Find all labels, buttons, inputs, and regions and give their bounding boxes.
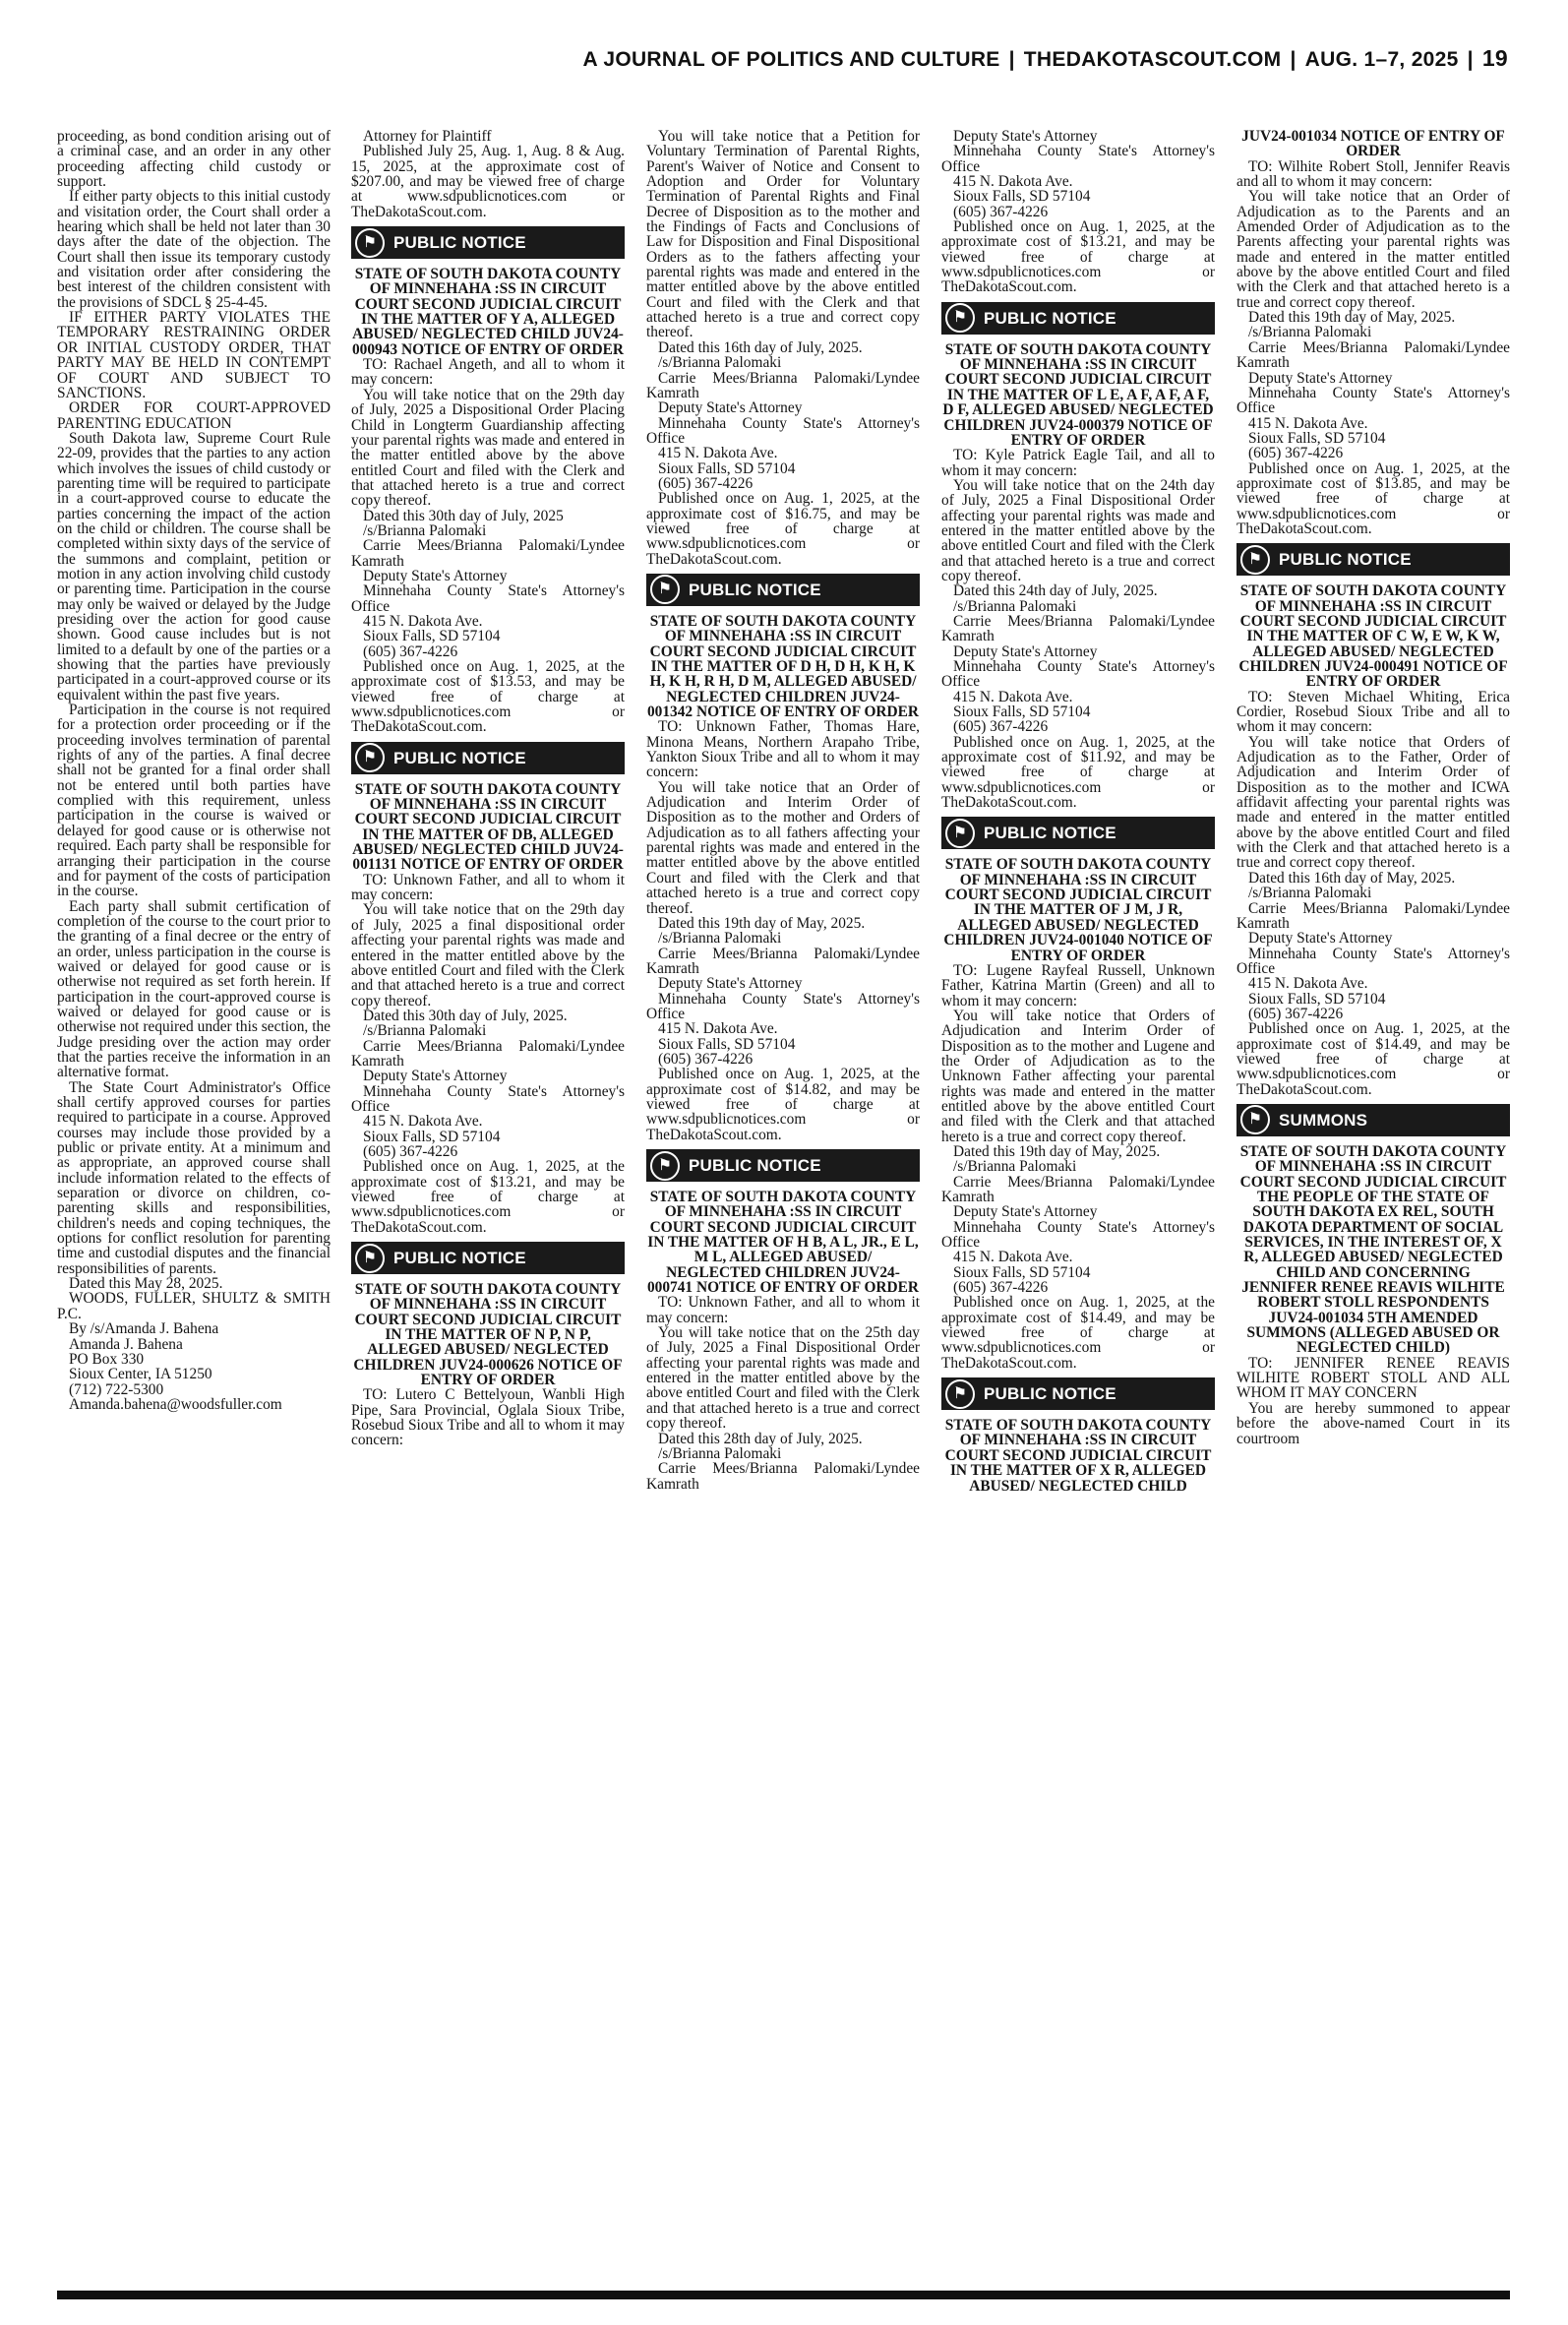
notice-paragraph: 415 N. Dakota Ave. <box>363 612 483 630</box>
notice-paragraph: TO: JENNIFER RENEE REAVIS WILHITE ROBERT STOLL AND ALL WHOM IT MAY CONCERN <box>1236 1354 1510 1402</box>
notice-paragraph: Dated this 19th day of May, 2025. <box>953 1142 1161 1160</box>
notice-paragraph: Sioux Falls, SD 57104 <box>953 188 1091 206</box>
notice-paragraph: TO: Unknown Father, and all to whom it may concern: <box>351 871 625 904</box>
notice-paragraph: Amanda J. Bahena <box>69 1335 183 1353</box>
header-separator: | <box>1467 48 1474 71</box>
notice-section-header <box>941 302 1215 335</box>
notice-section-label: PUBLIC NOTICE <box>689 1155 821 1175</box>
issue-dates: AUG. 1–7, 2025 <box>1304 48 1459 71</box>
notice-paragraph: Sioux Center, IA 51250 <box>69 1366 212 1383</box>
notice-paragraph: IF EITHER PARTY VIOLATES THE TEMPORARY RESTRAINING ORDER OR INITIAL CUSTODY ORDER, THAT PARTY MAY BE HELD IN CONTEMPT OF COURT AND SUBJECT TO SANCTIONS. <box>57 309 331 401</box>
notice-paragraph: You will take notice that an Order of Adjudication as to the Parents and an Amended Order of Adjudication as to the Parents affecting your parental rights was made and entered in the matter entitled above by the above entitled Court and filed with the Clerk and that attached hereto is a true and correct copy thereof. <box>1236 188 1510 311</box>
notice-section-header <box>351 1242 625 1274</box>
notice-paragraph: Carrie Mees/Brianna Palomaki/Lyndee Kamrath <box>1236 338 1510 372</box>
notice-paragraph: (605) 367-4226 <box>363 642 458 660</box>
notice-columns <box>57 129 1510 2289</box>
notice-section-label: SUMMONS <box>1279 1110 1368 1130</box>
site-name: THEDAKOTASCOUT.COM <box>1023 48 1282 71</box>
notice-logo-icon: ⚑ <box>355 228 385 258</box>
notice-paragraph: 415 N. Dakota Ave. <box>953 1249 1073 1266</box>
notice-paragraph: Dated this 19th day of May, 2025. <box>1248 309 1456 327</box>
notice-paragraph: TO: Lutero C Bettelyoun, Wanbli High Pipe, Sara Provincial, Oglala Sioux Tribe, Rosebud Sioux Tribe and all to whom it may concern: <box>351 1386 625 1449</box>
notice-paragraph: TO: Kyle Patrick Eagle Tail, and all to whom it may concern: <box>941 447 1215 479</box>
notice-paragraph: (605) 367-4226 <box>953 718 1049 736</box>
notice-paragraph: Dated this 30th day of July, 2025. <box>363 1007 568 1024</box>
notice-paragraph: Deputy State's Attorney <box>953 129 1098 145</box>
notice-paragraph: Published once on Aug. 1, 2025, at the approximate cost of $14.82, and may be viewed free of charge at www.sdpublicnotices.com or TheDakotaScout.com. <box>646 1066 920 1143</box>
notice-paragraph: (605) 367-4226 <box>1248 445 1344 462</box>
notice-paragraph: You will take notice that on the 24th day of July, 2025 a Final Dispositional Order affecting your parental rights was made and entered in the matter entitled above by the above entitled Court and filed with the Clerk and that attached hereto is a true and correct copy thereof. <box>941 476 1215 584</box>
notice-paragraph: Minnehaha County State's Attorney's Office <box>1236 384 1510 417</box>
notice-paragraph: You will take notice that an Order of Adjudication and Interim Order of Disposition as to the mother and Orders of Adjudication as to all fathers affecting your parental rights was made and entered in the matter entitled above by the above entitled Court and filed with the Clerk and that attached hereto is a true and correct copy thereof. <box>646 778 920 917</box>
notice-paragraph: Published once on Aug. 1, 2025, at the approximate cost of $13.21, and may be viewed free of charge at www.sdpublicnotices.com or TheDakotaScout.com. <box>941 218 1215 296</box>
notice-paragraph: Dated this May 28, 2025. <box>69 1275 223 1293</box>
column-1 <box>57 129 331 2289</box>
notice-paragraph: Carrie Mees/Brianna Palomaki/Lyndee Kamrath <box>351 537 625 570</box>
notice-paragraph: 415 N. Dakota Ave. <box>953 688 1073 705</box>
notice-paragraph: Dated this 28th day of July, 2025. <box>658 1430 863 1447</box>
notice-caption: STATE OF SOUTH DAKOTA COUNTY OF MINNEHAHA :SS IN CIRCUIT COURT SECOND JUDICIAL CIRCUIT IN THE MATTER OF DB, ALLEGED ABUSED/ NEGLECTED CHILD JUV24-001131 NOTICE OF ENTRY OF ORDER <box>352 780 624 874</box>
notice-paragraph: /s/Brianna Palomaki <box>658 1444 782 1462</box>
notice-paragraph: Dated this 30th day of July, 2025 <box>363 507 564 524</box>
notice-logo-icon: ⚑ <box>945 1379 975 1409</box>
column-2 <box>351 129 625 2289</box>
notice-paragraph: /s/Brianna Palomaki <box>363 1022 487 1040</box>
header-separator: | <box>1290 48 1297 71</box>
notice-section-header <box>351 226 625 259</box>
notice-paragraph: Deputy State's Attorney <box>953 642 1098 660</box>
notice-paragraph: You are hereby summoned to appear before the above-named Court in its courtroom <box>1236 1399 1510 1447</box>
notice-paragraph: (605) 367-4226 <box>658 474 754 492</box>
notice-paragraph: South Dakota law, Supreme Court Rule 22-09, provides that the parties to any action which involves the issues of child custody or parenting time will be required to participate in a court-approved course to educate the parties concerning the impact of the action on the child or children. The course shall be completed within sixty days of the service of the summons and complaint, petition or motion in any action involving child custody or parenting time. Participation in the course may only be waived or delayed by the Judge presiding over the action for good cause shown. Good cause includes but is not limited to a default by one of the parties or a showing that the parties have previously participated in a court-approved course or its equivalent within the past five years. <box>57 429 331 704</box>
notice-paragraph: Minnehaha County State's Attorney's Office <box>351 582 625 615</box>
notice-paragraph: Dated this 16th day of July, 2025. <box>658 338 863 356</box>
notice-paragraph: Published once on Aug. 1, 2025, at the approximate cost of $16.75, and may be viewed free of charge at www.sdpublicnotices.com or TheDakotaScout.com. <box>646 490 920 568</box>
notice-paragraph: You will take notice that a Petition for Voluntary Termination of Parental Rights, Parent's Waiver of Notice and Consent to Adoption and Order for Voluntary Termination of Parental Rights and Final Decree of Disposition as to the mother and the Findings of Facts and Conclusions of Law for Disposition and Final Dispositional Orders as to the fathers affecting your parental rights was made and entered in the matter entitled above by the above entitled Court and filed with the Clerk and that attached hereto is a true and correct copy thereof. <box>646 129 920 341</box>
notice-section-header <box>646 1149 920 1182</box>
notice-caption: JUV24-001034 NOTICE OF ENTRY OF ORDER <box>1241 129 1505 160</box>
notice-caption: STATE OF SOUTH DAKOTA COUNTY OF MINNEHAHA :SS IN CIRCUIT COURT SECOND JUDICIAL CIRCUIT IN THE MATTER OF X R, ALLEGED ABUSED/ NEGLECTED CHILD <box>944 1417 1212 1495</box>
notice-paragraph: 415 N. Dakota Ave. <box>1248 414 1368 432</box>
notice-logo-icon: ⚑ <box>945 303 975 333</box>
notice-paragraph: 415 N. Dakota Ave. <box>658 445 778 462</box>
notice-paragraph: /s/Brianna Palomaki <box>1248 324 1372 341</box>
notice-paragraph: You will take notice that Orders of Adjudication as to the Father, Order of Adjudication and Interim Order of Disposition as to the mother and ICWA affidavit affecting your parental rights was made and entered in the matter entitled above by the above entitled Court and filed with the Clerk and that attached hereto is a true and correct copy thereof. <box>1236 733 1510 872</box>
notice-paragraph: Published July 25, Aug. 1, Aug. 8 & Aug. 15, 2025, at the approximate cost of $207.00, and may be viewed free of charge at www.sdpublicnotices.com or TheDakotaScout.com. <box>351 143 625 220</box>
notice-paragraph: Sioux Falls, SD 57104 <box>658 459 796 477</box>
column-3 <box>646 129 920 2289</box>
notice-paragraph: Carrie Mees/Brianna Palomaki/Lyndee Kamrath <box>941 1173 1215 1205</box>
page-header <box>0 45 1508 72</box>
notice-paragraph: Carrie Mees/Brianna Palomaki/Lyndee Kamrath <box>646 369 920 401</box>
notice-section-label: PUBLIC NOTICE <box>1279 550 1412 570</box>
notice-paragraph: You will take notice that Orders of Adjudication and Interim Order of Disposition as to the mother and Lugene and the Order of Adjudication as to the Unknown Father affecting your parental rights was made and entered in the matter entitled above by the above entitled Court and filed with the Clerk and that attached hereto is a true and correct copy thereof. <box>941 1007 1215 1145</box>
notice-caption: STATE OF SOUTH DAKOTA COUNTY OF MINNEHAHA :SS IN CIRCUIT COURT SECOND JUDICIAL CIRCUIT IN THE MATTER OF J M, J R, ALLEGED ABUSED/ NEGLECTED CHILDREN JUV24-001040 NOTICE OF ENTRY OF ORDER <box>943 856 1213 964</box>
notice-paragraph: Deputy State's Attorney <box>363 1068 508 1085</box>
notice-section-label: PUBLIC NOTICE <box>984 1383 1116 1403</box>
notice-logo-icon: ⚑ <box>1240 1105 1270 1134</box>
notice-paragraph: Carrie Mees/Brianna Palomaki/Lyndee Kamrath <box>646 945 920 977</box>
notice-paragraph: Minnehaha County State's Attorney's Office <box>941 658 1215 691</box>
notice-paragraph: Deputy State's Attorney <box>363 567 508 584</box>
notice-paragraph: /s/Brianna Palomaki <box>1248 885 1372 902</box>
notice-paragraph: Carrie Mees/Brianna Palomaki/Lyndee Kamrath <box>1236 899 1510 932</box>
notice-logo-icon: ⚑ <box>650 575 680 604</box>
notice-paragraph: Minnehaha County State's Attorney's Office <box>941 1218 1215 1252</box>
notice-paragraph: Minnehaha County State's Attorney's Office <box>646 990 920 1022</box>
notice-paragraph: Sioux Falls, SD 57104 <box>953 704 1091 721</box>
notice-paragraph: TO: Lugene Rayfeal Russell, Unknown Father, Katrina Martin (Green) and all to whom it may concern: <box>941 961 1215 1010</box>
header-separator: | <box>1008 48 1015 71</box>
notice-caption: STATE OF SOUTH DAKOTA COUNTY OF MINNEHAHA :SS IN CIRCUIT COURT SECOND JUDICIAL CIRCUIT IN THE MATTER OF D H, D H, K H, K H, K H, R H, D M, ALLEGED ABUSED/ NEGLECTED CHILDREN JUV24-001342 NOTICE OF ENTRY OF ORDER <box>646 612 920 721</box>
notice-section-label: PUBLIC NOTICE <box>689 580 821 599</box>
notice-paragraph: Published once on Aug. 1, 2025, at the approximate cost of $13.53, and may be viewed free of charge at www.sdpublicnotices.com or TheDakotaScout.com. <box>351 658 625 736</box>
bottom-rule <box>57 2291 1510 2299</box>
notice-paragraph: Participation in the course is not required for a protection order proceeding or if the proceeding involves termination of parental rights of any of the parties. A final decree shall not be granted for a final order shall not be entered until both parties have complied with this requirement, unless participation in the course is waived or delayed for good cause or is otherwise not required. Each party shall be responsible for arranging their participation in the course and for payment of the costs of participation in the course. <box>57 702 331 900</box>
notice-paragraph: proceeding, as bond condition arising out of a criminal case, and an order in any other proceeding affecting child custody or support. <box>57 129 331 191</box>
notice-logo-icon: ⚑ <box>355 743 385 772</box>
notice-caption: STATE OF SOUTH DAKOTA COUNTY OF MINNEHAHA :SS IN CIRCUIT COURT SECOND JUDICIAL CIRCUIT IN THE MATTER OF C W, E W, K W, ALLEGED ABUSED/ NEGLECTED CHILDREN JUV24-000491 NOTICE OF ENTRY OF ORDER <box>1238 582 1508 691</box>
notice-section-label: PUBLIC NOTICE <box>984 824 1116 843</box>
notice-paragraph: Sioux Falls, SD 57104 <box>363 628 501 645</box>
notice-caption: STATE OF SOUTH DAKOTA COUNTY OF MINNEHAHA :SS IN CIRCUIT COURT SECOND JUDICIAL CIRCUIT IN THE MATTER OF H B, A L, JR., E L, M L, ALLEGED ABUSED/ NEGLECTED CHILDREN JUV24-000741 NOTICE OF ENTRY OF ORDER <box>646 1189 920 1297</box>
notice-caption: STATE OF SOUTH DAKOTA COUNTY OF MINNEHAHA :SS IN CIRCUIT COURT SECOND JUDICIAL CIRCUIT IN THE MATTER OF N P, N P, ALLEGED ABUSED/ NEGLECTED CHILDREN JUV24-000626 NOTICE OF ENTRY OF ORDER <box>353 1281 623 1389</box>
notice-section-header <box>941 817 1215 849</box>
notice-paragraph: (605) 367-4226 <box>953 203 1049 220</box>
notice-paragraph: Carrie Mees/Brianna Palomaki/Lyndee Kamrath <box>646 1460 920 1493</box>
notice-paragraph: Amanda.bahena@woodsfuller.com <box>69 1395 282 1413</box>
notice-logo-icon: ⚑ <box>945 819 975 848</box>
notice-section-label: PUBLIC NOTICE <box>393 232 526 252</box>
notice-paragraph: (605) 367-4226 <box>363 1142 458 1160</box>
notice-paragraph: Carrie Mees/Brianna Palomaki/Lyndee Kamrath <box>941 612 1215 645</box>
notice-paragraph: Published once on Aug. 1, 2025, at the approximate cost of $13.85, and may be viewed free of charge at www.sdpublicnotices.com or TheDakotaScout.com. <box>1236 459 1510 537</box>
notice-paragraph: Deputy State's Attorney <box>1248 369 1393 387</box>
notice-paragraph: TO: Unknown Father, and all to whom it may concern: <box>646 1294 920 1326</box>
notice-logo-icon: ⚑ <box>1240 545 1270 575</box>
notice-paragraph: Attorney for Plaintiff <box>363 129 492 145</box>
notice-paragraph: Minnehaha County State's Attorney's Office <box>646 414 920 447</box>
notice-paragraph: 415 N. Dakota Ave. <box>363 1113 483 1131</box>
notice-paragraph: Dated this 16th day of May, 2025. <box>1248 869 1456 887</box>
notice-paragraph: Minnehaha County State's Attorney's Office <box>941 143 1215 175</box>
notice-paragraph: /s/Brianna Palomaki <box>953 1158 1077 1176</box>
column-4 <box>941 129 1215 2289</box>
notice-paragraph: WOODS, FULLER, SHULTZ & SMITH P.C. <box>57 1290 331 1322</box>
notice-logo-icon: ⚑ <box>355 1244 385 1273</box>
notice-paragraph: Deputy State's Attorney <box>658 975 803 993</box>
notice-paragraph: Deputy State's Attorney <box>1248 930 1393 948</box>
notice-paragraph: /s/Brianna Palomaki <box>658 930 782 948</box>
notice-paragraph: (712) 722-5300 <box>69 1380 164 1398</box>
notice-paragraph: TO: Unknown Father, Thomas Hare, Minona Means, Northern Arapaho Tribe, Yankton Sioux Tribe and all to whom it may concern: <box>646 718 920 781</box>
notice-paragraph: Sioux Falls, SD 57104 <box>363 1128 501 1145</box>
notice-paragraph: PO Box 330 <box>69 1350 145 1368</box>
notice-paragraph: Carrie Mees/Brianna Palomaki/Lyndee Kamrath <box>351 1037 625 1070</box>
page-number: 19 <box>1481 45 1508 71</box>
notice-paragraph: Published once on Aug. 1, 2025, at the approximate cost of $14.49, and may be viewed free of charge at www.sdpublicnotices.com or TheDakotaScout.com. <box>941 1294 1215 1372</box>
notice-paragraph: You will take notice that on the 29th day of July, 2025 a final dispositional order affecting your parental rights was made and entered in the matter entitled above by the above entitled Court and filed with the Clerk and that attached hereto is a true and correct copy thereof. <box>351 901 625 1010</box>
notice-caption: STATE OF SOUTH DAKOTA COUNTY OF MINNEHAHA :SS IN CIRCUIT COURT SECOND JUDICIAL CIRCUIT IN THE MATTER OF L E, A F, A F, A F, D F, ALLEGED ABUSED/ NEGLECTED CHILDREN JUV24-000379 NOTICE OF ENTRY OF ORDER <box>942 340 1214 449</box>
notice-paragraph: (605) 367-4226 <box>953 1279 1049 1297</box>
notice-paragraph: Published once on Aug. 1, 2025, at the approximate cost of $14.49, and may be viewed free of charge at www.sdpublicnotices.com or TheDakotaScout.com. <box>1236 1020 1510 1098</box>
notice-paragraph: By /s/Amanda J. Bahena <box>69 1320 219 1338</box>
column-5 <box>1236 129 1510 2289</box>
notice-paragraph: Deputy State's Attorney <box>953 1203 1098 1221</box>
notice-paragraph: Sioux Falls, SD 57104 <box>658 1035 796 1053</box>
notice-paragraph: You will take notice that on the 25th day of July, 2025 a Final Dispositional Order affecting your parental rights was made and entered in the matter entitled above by the above entitled Court and filed with the Clerk and that attached hereto is a true and correct copy thereof. <box>646 1324 920 1433</box>
notice-section-header <box>646 574 920 606</box>
notice-paragraph: Dated this 19th day of May, 2025. <box>658 914 866 932</box>
notice-paragraph: TO: Steven Michael Whiting, Erica Cordier, Rosebud Sioux Tribe and all to whom it may concern: <box>1236 688 1510 736</box>
notice-paragraph: (605) 367-4226 <box>1248 1005 1344 1022</box>
notice-logo-icon: ⚑ <box>650 1151 680 1181</box>
notice-paragraph: 415 N. Dakota Ave. <box>953 173 1073 191</box>
notice-section-label: PUBLIC NOTICE <box>984 308 1116 328</box>
notice-paragraph: Dated this 24th day of July, 2025. <box>953 582 1158 600</box>
notice-caption: STATE OF SOUTH DAKOTA COUNTY OF MINNEHAHA :SS IN CIRCUIT COURT SECOND JUDICIAL CIRCUIT IN THE MATTER OF Y A, ALLEGED ABUSED/ NEGLECTED CHILD JUV24-000943 NOTICE OF ENTRY OF ORDER <box>351 266 625 358</box>
notice-paragraph: 415 N. Dakota Ave. <box>658 1020 778 1038</box>
notice-paragraph: /s/Brianna Palomaki <box>953 597 1077 615</box>
notice-paragraph: Published once on Aug. 1, 2025, at the approximate cost of $11.92, and may be viewed free of charge at www.sdpublicnotices.com or TheDakotaScout.com. <box>941 733 1215 812</box>
notice-section-label: PUBLIC NOTICE <box>393 1248 526 1267</box>
notice-paragraph: Minnehaha County State's Attorney's Office <box>351 1082 625 1115</box>
notice-paragraph: Deputy State's Attorney <box>658 399 803 417</box>
notice-paragraph: Sioux Falls, SD 57104 <box>1248 429 1386 447</box>
notice-section-header <box>941 1377 1215 1410</box>
notice-paragraph: TO: Wilhite Robert Stoll, Jennifer Reavis and all to whom it may concern: <box>1236 157 1510 191</box>
notice-paragraph: /s/Brianna Palomaki <box>658 354 782 372</box>
notice-paragraph: Published once on Aug. 1, 2025, at the approximate cost of $13.21, and may be viewed free of charge at www.sdpublicnotices.com or TheDakotaScout.com. <box>351 1158 625 1236</box>
notice-paragraph: Sioux Falls, SD 57104 <box>1248 990 1386 1008</box>
notice-paragraph: (605) 367-4226 <box>658 1050 754 1068</box>
notice-paragraph: /s/Brianna Palomaki <box>363 521 487 539</box>
notice-section-header <box>351 742 625 774</box>
notice-paragraph: Minnehaha County State's Attorney's Office <box>1236 945 1510 977</box>
notice-section-header <box>1236 1104 1510 1136</box>
notice-section-label: PUBLIC NOTICE <box>393 748 526 767</box>
notice-paragraph: TO: Rachael Angeth, and all to whom it may concern: <box>351 356 625 389</box>
notice-paragraph: You will take notice that on the 29th day of July, 2025 a Dispositional Order Placing Child in Longterm Guardianship affecting your parental rights was made and entered in the matter entitled above by the above entitled Court and filed with the Clerk and that attached hereto is a true and correct copy thereof. <box>351 386 625 510</box>
notice-paragraph: The State Court Administrator's Office shall certify approved courses for parties required to participate in a course. Approved courses may include those provided by a public or private entity. At a minimum and as appropriate, an approved course shall include information related to the effects of separation or divorce on children, co-parenting skills and responsibilities, children's needs and coping techniques, the options for conflict resolution for parenting time and custodial disputes and the financial responsibilities of parents. <box>57 1078 331 1277</box>
notice-paragraph: If either party objects to this initial custody and visitation order, the Court shall order a hearing which shall be held not later than 30 days after the date of the objection. The Court shall then issue its temporary custody and visitation order after considering the best interest of the children consistent with the provisions of SDCL § 25-4-45. <box>57 188 331 311</box>
journal-tagline: A JOURNAL OF POLITICS AND CULTURE <box>582 48 1000 71</box>
notice-paragraph: Sioux Falls, SD 57104 <box>953 1263 1091 1281</box>
notice-caption: STATE OF SOUTH DAKOTA COUNTY OF MINNEHAHA :SS IN CIRCUIT COURT SECOND JUDICIAL CIRCUIT THE PEOPLE OF THE STATE OF SOUTH DAKOTA EX REL, SOUTH DAKOTA DEPARTMENT OF SOCIAL SERVICES, IN THE INTEREST OF, X R, ALLEGED ABUSED/ NEGLECTED CHILD AND CONCERNING JENNIFER RENEE REAVIS WILHITE ROBERT STOLL RESPONDENTS JUV24-001034 5TH AMENDED SUMMONS (ALLEGED ABUSED OR NEGLECTED CHILD) <box>1239 1142 1507 1357</box>
notice-paragraph: Each party shall submit certification of completion of the course to the court prior to the granting of a final decree or the entry of an order, unless participation in the course is waived or delayed for good cause or is otherwise not required as set forth herein. If participation in the court-approved course is waived or delayed for good cause or is otherwise not required under this section, the Judge presiding over the action may order that the parties receive the information in an alternative format. <box>57 897 331 1081</box>
notice-paragraph: ORDER FOR COURT-APPROVED PARENTING EDUCATION <box>57 399 331 432</box>
notice-section-header <box>1236 543 1510 576</box>
notice-paragraph: 415 N. Dakota Ave. <box>1248 975 1368 993</box>
